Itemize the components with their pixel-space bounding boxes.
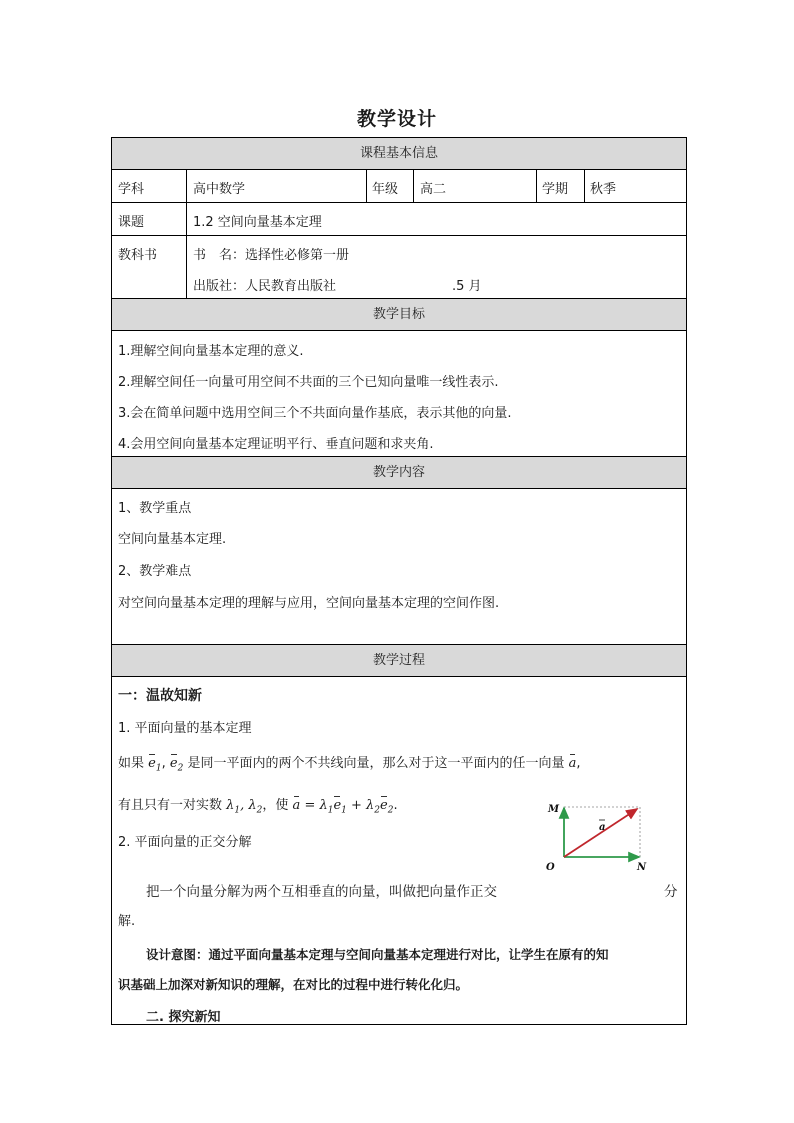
- rule: [111, 456, 687, 457]
- term-label: 学期: [542, 182, 569, 197]
- ortho-line-1-tail: 分: [664, 884, 678, 900]
- section-band-objectives: 教学目标: [112, 299, 686, 330]
- rule: [111, 235, 687, 236]
- theorem-text-c: 有且只有一对实数: [118, 798, 223, 813]
- rule: [111, 644, 687, 645]
- rule: [536, 169, 537, 202]
- part1-heading: 一：温故知新: [118, 688, 202, 704]
- vector-decomposition-figure: [542, 797, 652, 877]
- rule: [186, 169, 187, 298]
- rule: [111, 298, 687, 299]
- topic-value: 1.2 空间向量基本定理: [193, 215, 322, 230]
- theorem-line-2: 有且只有一对实数 $\lambda_1$, $\lambda_2$，使 $a = \lambda_1e_1 + \lambda_2e_2$.: [118, 798, 398, 816]
- textbook-name: 书 名：选择性必修第一册: [193, 248, 350, 263]
- theorem-line-1: 如果 $e_1$, $e_2$ 是同一平面内的两个不共线向量，那么对于这一平面内的任一向量 a,: [118, 756, 581, 774]
- section-band-content: 教学内容: [112, 457, 686, 488]
- difficult-point-heading: 2、教学难点: [118, 564, 192, 579]
- objective-item: 3.会在简单问题中选用空间三个不共面向量作基底，表示其他的向量.: [118, 406, 512, 421]
- rule: [111, 488, 687, 489]
- rule: [111, 169, 687, 170]
- rule: [111, 676, 687, 677]
- objective-item: 4.会用空间向量基本定理证明平行、垂直问题和求夹角.: [118, 437, 434, 452]
- grade-label: 年级: [372, 182, 399, 197]
- rule: [366, 169, 367, 202]
- vector-e1: $e_1$: [148, 756, 162, 774]
- rule: [413, 169, 414, 202]
- ortho-line-2: 解.: [118, 914, 136, 929]
- term-value: 秋季: [590, 182, 617, 197]
- key-point-text: 空间向量基本定理.: [118, 532, 227, 547]
- grade-value: 高二: [420, 182, 447, 197]
- textbook-month: .5 月: [452, 279, 482, 294]
- subject-value: 高中数学: [193, 182, 246, 197]
- figure-label-n: N: [637, 862, 647, 873]
- item2-heading: 2. 平面向量的正交分解: [118, 835, 252, 850]
- key-point-heading: 1、教学重点: [118, 501, 192, 516]
- theorem-text-a: 如果: [118, 756, 145, 771]
- textbook-publisher: 出版社：人民教育出版社: [193, 279, 337, 294]
- vector-a-arrow: [564, 809, 637, 857]
- rule: [111, 330, 687, 331]
- theorem-text-d: ，使: [262, 798, 289, 813]
- design-intent-line-1: 设计意图：通过平面向量基本定理与空间向量基本定理进行对比，让学生在原有的知: [146, 947, 609, 962]
- item1-heading: 1. 平面向量的基本定理: [118, 721, 252, 736]
- vector-a: a: [568, 756, 577, 771]
- part2-heading: 二. 探究新知: [146, 1010, 221, 1025]
- vector-e2: $e_2$: [169, 756, 184, 774]
- figure-label-a: a: [599, 822, 606, 833]
- rule: [111, 202, 687, 203]
- ortho-line-1: 把一个向量分解为两个互相垂直的向量，叫做把向量作正交: [146, 884, 497, 900]
- textbook-label: 教科书: [118, 248, 158, 263]
- difficult-point-text: 对空间向量基本定理的理解与应用，空间向量基本定理的空间作图.: [118, 596, 500, 611]
- design-intent-line-2: 识基础上加深对新知识的理解，在对比的过程中进行转化化归。: [118, 977, 469, 992]
- theorem-text-b: 是同一平面内的两个不共线向量，那么对于这一平面内的任一向量: [187, 756, 565, 771]
- subject-label: 学科: [118, 182, 145, 197]
- objective-item: 1.理解空间向量基本定理的意义.: [118, 344, 304, 359]
- decomposition-formula: $a = \lambda_1e_1 + \lambda_2e_2$: [292, 798, 394, 816]
- section-band-basic-info: 课程基本信息: [112, 138, 686, 169]
- figure-label-o: O: [546, 862, 555, 873]
- section-band-process: 教学过程: [112, 645, 686, 676]
- objective-item: 2.理解空间任一向量可用空间不共面的三个已知向量唯一线性表示.: [118, 375, 499, 390]
- rule: [584, 169, 585, 202]
- topic-label: 课题: [118, 215, 145, 230]
- figure-label-m: M: [548, 804, 560, 815]
- lambda-pair: $\lambda_1$, $\lambda_2$: [226, 798, 263, 816]
- doc-title: 教学设计: [356, 108, 437, 130]
